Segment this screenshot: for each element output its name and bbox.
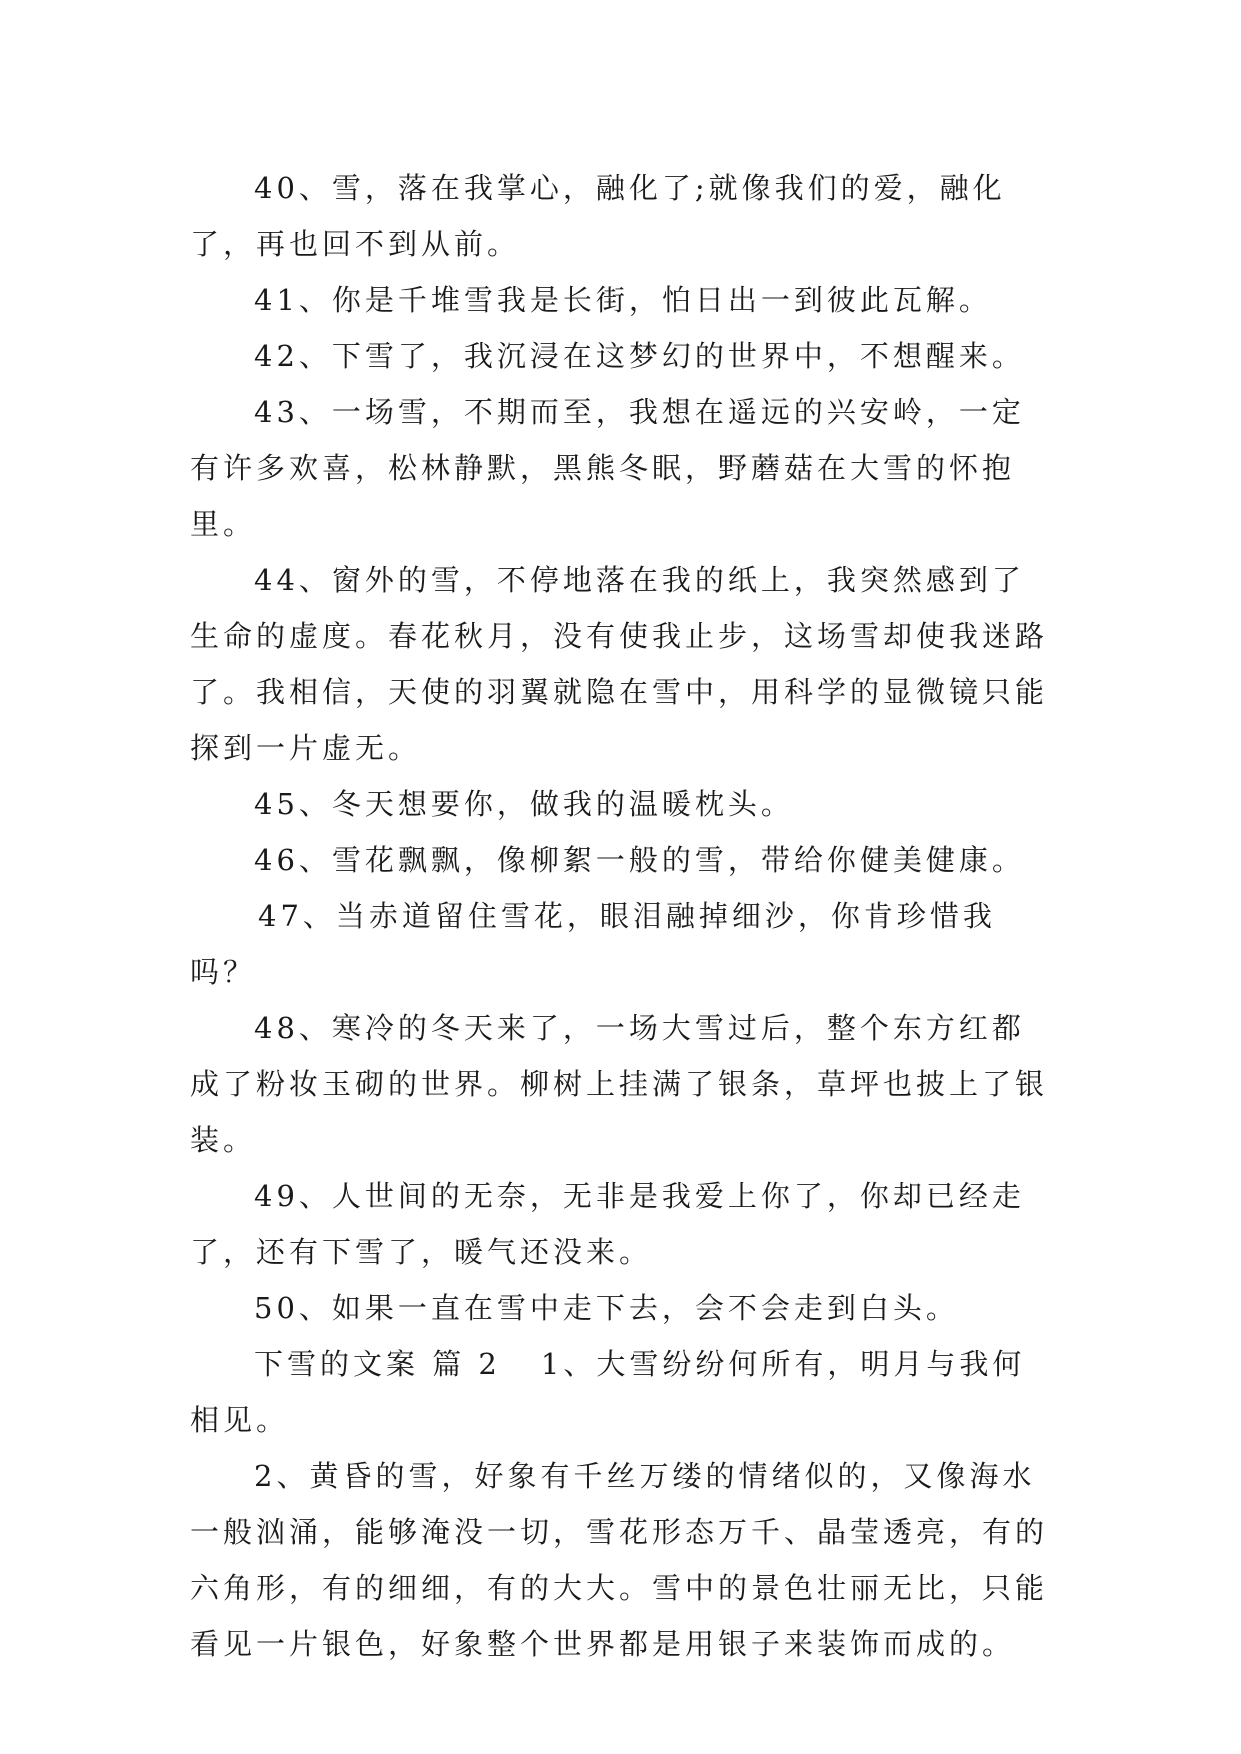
paragraph-41: 41、你是千堆雪我是长街，怕日出一到彼此瓦解。 (254, 283, 992, 317)
section-paragraph (190, 1336, 1050, 1448)
paragraph-44: 44、窗外的雪，不停地落在我的纸上，我突然感到了生命的虚度。春花秋月，没有使我止步，这场雪却使我迷路了。我相信，天使的羽翼就隐在雪中，用科学的显微镜只能探到一片虚无。 (190, 563, 1049, 765)
paragraph-section2-item2: 2、黄昏的雪，好象有千丝万缕的情绪似的，又像海水一般汹涌，能够淹没一切，雪花形态万千、晶莹透亮，有的六角形，有的细细，有的大大。雪中的景色壮丽无比，只能看见一片银色，好象整个世界都是用银子来装饰而成的。 (190, 1459, 1049, 1661)
paragraph-42: 42、下雪了，我沉浸在这梦幻的世界中，不想醒来。 (254, 339, 1025, 373)
paragraph-40: 40、雪，落在我掌心，融化了;就像我们的爱，融化了，再也回不到从前。 (190, 171, 1006, 261)
paragraph-45: 45、冬天想要你，做我的温暖枕头。 (254, 787, 794, 821)
paragraph-49: 49、人世间的无奈，无非是我爱上你了，你却已经走了，还有下雪了，暖气还没来。 (190, 1179, 1025, 1269)
paragraph-50: 50、如果一直在雪中走下去，会不会走到白头。 (254, 1291, 959, 1325)
paragraph-43: 43、一场雪，不期而至，我想在遥远的兴安岭，一定有许多欢喜，松林静默，黑熊冬眠，野蘑菇在大雪的怀抱里。 (190, 395, 1025, 541)
paragraph-48: 48、寒冷的冬天来了，一场大雪过后，整个东方红都成了粉妆玉砌的世界。柳树上挂满了银条，草坪也披上了银装。 (190, 1011, 1049, 1157)
document-body (190, 160, 1050, 1672)
section-first-item: 1、大雪纷纷何所有，明月与我何相见。 (190, 1347, 1026, 1437)
paragraph-47: 47、当赤道留住雪花，眼泪融掉细沙，你肯珍惜我吗？ (190, 899, 996, 989)
paragraph-46: 46、雪花飘飘，像柳絮一般的雪，带给你健美健康。 (254, 843, 1025, 877)
section-heading: 下雪的文案 篇 2 (254, 1347, 501, 1381)
